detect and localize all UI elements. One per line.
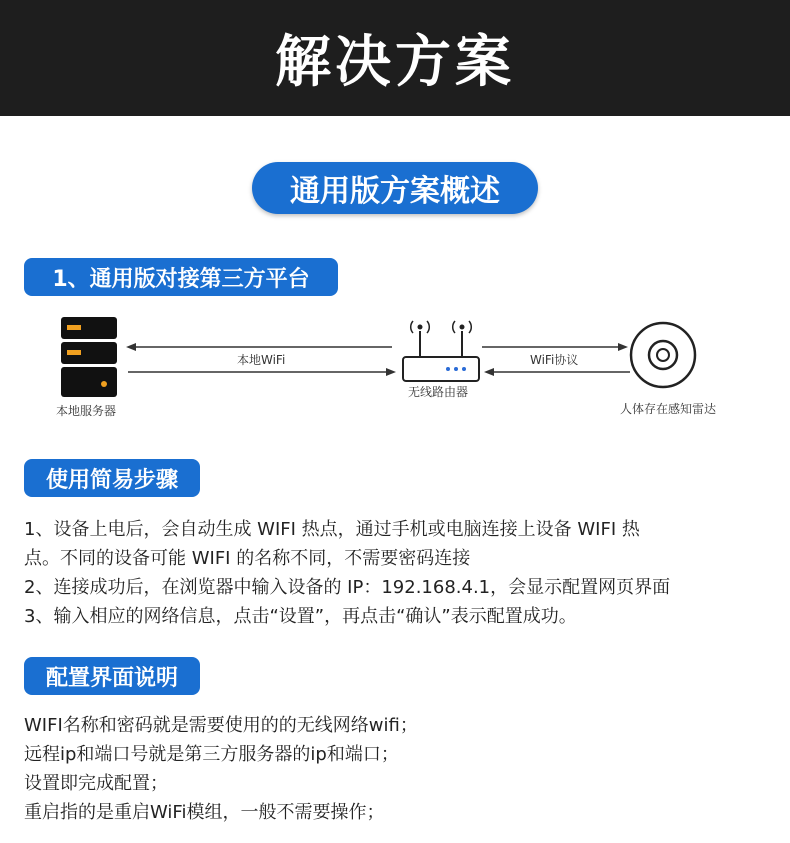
config-line: 远程ip和端口号就是第三方服务器的ip和端口；: [24, 744, 399, 765]
section-title-steps: 使用简易步骤: [24, 459, 200, 497]
steps-text: [24, 515, 774, 631]
steps-line: 1、设备上电后，会自动生成 WIFI 热点，通过手机或电脑连接上设备 WIFI 热: [24, 519, 640, 540]
router-label: 无线路由器: [408, 385, 469, 399]
steps-line: 3、输入相应的网络信息，点击“设置”，再点击“确认”表示配置成功。: [24, 606, 577, 627]
config-line: WIFI名称和密码就是需要使用的的无线网络wifi；: [24, 715, 418, 736]
config-text: [24, 711, 774, 827]
network-diagram: [0, 305, 790, 435]
section-title-third-party: 1、通用版对接第三方平台: [24, 258, 338, 296]
section-title-config: 配置界面说明: [24, 657, 200, 695]
config-line: 重启指的是重启WiFi模组，一般不需要操作；: [24, 802, 385, 823]
page-title: 解决方案: [275, 30, 515, 95]
server-label: 本地服务器: [56, 404, 117, 418]
server-icon: [61, 317, 117, 397]
radar-sensor-icon: [631, 323, 695, 387]
steps-line: 2、连接成功后，在浏览器中输入设备的 IP：192.168.4.1，会显示配置网页界面: [24, 577, 671, 598]
radar-label: 人体存在感知雷达: [620, 402, 717, 416]
config-line: 设置即完成配置；: [24, 773, 168, 794]
steps-line: 点。不同的设备可能 WIFI 的名称不同，不需要密码连接: [24, 548, 471, 569]
wifi-protocol-label: WiFi协议: [526, 351, 582, 368]
router-icon: [403, 321, 479, 381]
local-wifi-label: 本地WiFi: [233, 351, 289, 368]
page-header: [0, 0, 790, 116]
overview-title-badge: 通用版方案概述: [252, 162, 538, 214]
